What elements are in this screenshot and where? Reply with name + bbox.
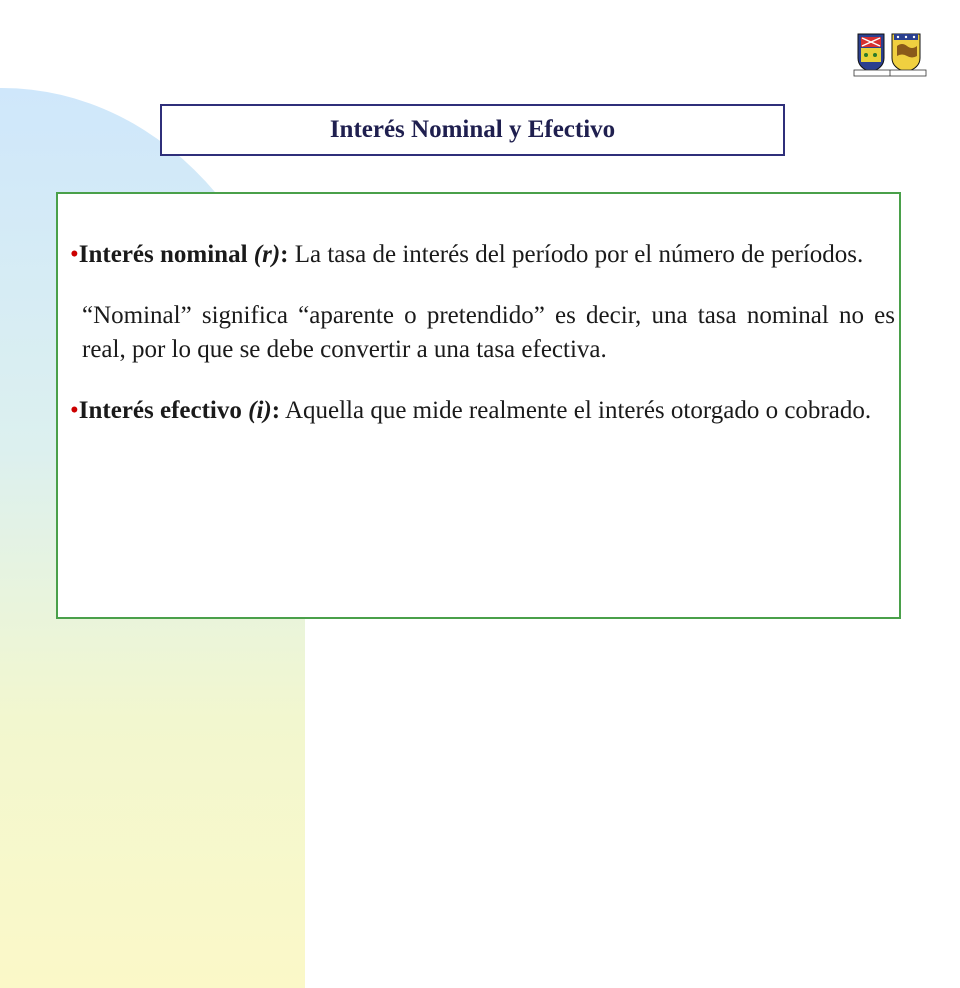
definition-nominal bbox=[70, 238, 895, 272]
colon: : bbox=[271, 397, 281, 424]
shield-right-icon bbox=[892, 34, 920, 72]
definition-nominal-text: La tasa de interés del período por el número de períodos. bbox=[288, 241, 864, 268]
var-i: (i) bbox=[248, 397, 272, 424]
colon: : bbox=[280, 241, 289, 268]
definition-efectivo bbox=[70, 394, 895, 428]
content-box bbox=[56, 192, 901, 619]
bullet-icon: • bbox=[70, 241, 79, 268]
var-r: (r) bbox=[253, 241, 281, 268]
definition-efectivo-text: Aquella que mide realmente el interés otorgado o cobrado. bbox=[280, 397, 872, 424]
slide-title: Interés Nominal y Efectivo bbox=[329, 116, 616, 143]
bullet-icon: • bbox=[70, 397, 79, 424]
shield-left-icon bbox=[858, 34, 884, 72]
content-text bbox=[70, 238, 895, 428]
term-nominal: Interés nominal bbox=[78, 241, 248, 268]
term-efectivo: Interés efectivo bbox=[78, 397, 242, 424]
nominal-explanation: “Nominal” significa “aparente o pretendido” es decir, una tasa nominal no es real, por lo que se debe convertir a una tasa efectiva. bbox=[82, 302, 895, 363]
university-logos bbox=[852, 30, 928, 80]
slide-title-box bbox=[160, 104, 785, 156]
